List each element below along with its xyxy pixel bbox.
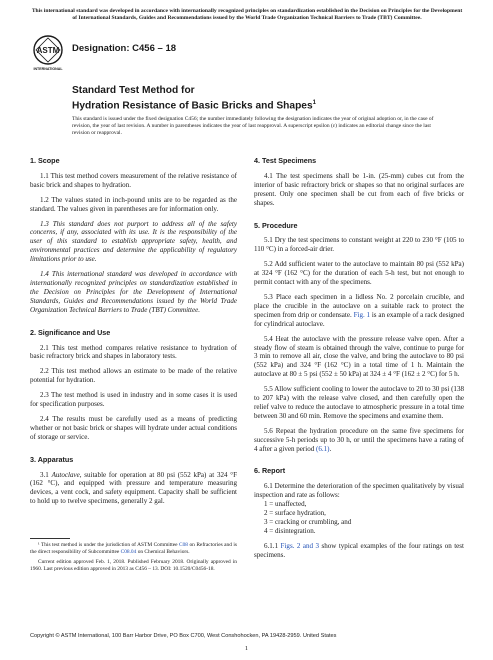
left-column	[30, 155, 237, 512]
astm-logo-icon	[30, 34, 66, 72]
paragraph-5-4: 5.4 Heat the autoclave with the pressure release valve open. After a steady flow of steam is obtained through the valve, continue to purge for 3 min to remove all air, close the valve, and bring the autoclave to 80 psi (552 kPa) and 324 °F (162 °C) in a total time of 1 h. Maintain the autoclave at 80 ± 5 psi (552 ± 50 kPa) at 324 ± 4 °F (162 ± 2 °C) for 5 h.	[254, 334, 464, 379]
paragraph-1-2: 1.2 The values stated in inch-pound units are to be regarded as the standard. The values given in parentheses are for information only.	[30, 195, 237, 213]
document-title	[72, 84, 316, 112]
paragraph-text: suitable for operation at 80 psi (552 kPa) at 324 °F (162 °C), and equipped with pressure and temperature measuring devices, a vent cock, and safety equipment. Capacity shall be sufficient to hold up to twelve specimens, generally 2 gal.	[30, 470, 238, 506]
rating-item: 2 = surface hydration,	[264, 509, 326, 518]
subcommittee-c08-04-link[interactable]: C08.04	[120, 548, 137, 555]
paragraph-1-4: 1.4 This international standard was developed in accordance with internationally recognized principles on standardization established in the Decision on Principles for the Development of International Standards, Guides and Recommendations issued by the World Trade Organization Technical Barriers to Trade (TBT) Committee.	[30, 270, 237, 314]
section-6-1-link[interactable]: (6.1)	[316, 444, 330, 453]
committee-c08-link[interactable]: C08	[179, 542, 189, 548]
paragraph-6-1-1	[254, 542, 464, 560]
issued-note: This standard is issued under the fixed designation C456; the number immediately following the designation indicates the year of original adoption or, in the case of revision, the year of last revision. A number in parentheses indicates the year of last reapproval. A superscript epsilon (ε) indicates an editorial change since the last revision or reapproval.	[72, 116, 434, 136]
page-number: 1	[244, 645, 249, 652]
paragraph-text: 5.3 Place each specimen in a lidless No. 2 porcelain crucible, and place the crucible in the autoclave on a suitable rack to protect the specimen from drip or condensate.	[254, 292, 464, 319]
paragraph-2-4: 2.4 The results must be carefully used as a means of predicting whether or not basic brick or shapes will hydrate under actual conditions of storage or service.	[30, 414, 237, 441]
paragraph-5-2: 5.2 Add sufficient water to the autoclave to maintain 80 psi (552 kPa) at 324 °F (162 °C) for the duration of each 5-h test, but not enough to permit contact with any of the specimens.	[254, 260, 464, 287]
paragraph-3-1	[30, 471, 237, 507]
title-main: Hydration Resistance of Basic Bricks and Shapes	[72, 100, 313, 112]
footnote-2: Current edition approved Feb. 1, 2018. Published February 2018. Originally approved in 1960. Last previous edition approved in 2013 as C456 – 13. DOI: 10.1520/C0456-18.	[30, 559, 237, 573]
svg-text:ASTM: ASTM	[36, 46, 60, 55]
paragraph-2-3: 2.3 The test method is used in industry and in some cases it is used for specification purposes.	[30, 391, 237, 409]
svg-text:INTERNATIONAL: INTERNATIONAL	[33, 67, 63, 71]
paragraph-number: 3.1	[40, 470, 49, 479]
paragraph-text: is an example of a rack designed for cylindrical autoclave.	[254, 310, 464, 328]
right-column	[254, 155, 464, 566]
title-line-2	[72, 97, 316, 112]
paragraph-text: 5.6 Repeat the hydration procedure on the same five specimens for successive 5-h periods up to 30 h, or until the specimens have a rating of 4 after a given period	[254, 426, 464, 453]
term-autoclave: Autoclave,	[51, 470, 82, 479]
footnote-divider	[30, 538, 70, 539]
paragraph-1-1: 1.1 This test method covers measurement of the relative resistance of basic brick and shapes to hydration.	[30, 171, 237, 189]
footnote-1	[30, 542, 237, 555]
rating-item: 4 = disintegration.	[264, 526, 316, 535]
paragraph-5-6	[254, 427, 464, 454]
paragraph-2-2: 2.2 This test method allows an estimate to be made of the relative potential for hydration.	[30, 367, 237, 385]
standard-notice: This international standard was developed in accordance with internationally recognized principles on standardization established in the Decision on Principles for the Development of International Standards, Guides and Recommendations issued by the World Trade Organization Technical Barriers to Trade (TBT) Committee.	[31, 8, 463, 21]
paragraph-5-1: 5.1 Dry the test specimens to constant weight at 220 to 230 °F (105 to 110 °C) in a forced-air drier.	[254, 236, 464, 254]
figures-2-3-link[interactable]: Figs. 2 and 3	[280, 541, 320, 550]
designation: Designation: C456 – 18	[72, 43, 177, 54]
rating-item: 1 = unaffected,	[264, 500, 307, 509]
section-heading-scope: 1. Scope	[30, 156, 60, 165]
paragraph-5-3	[254, 293, 464, 329]
section-heading-significance: 2. Significance and Use	[30, 327, 111, 337]
section-heading-report: 6. Report	[254, 466, 286, 476]
title-footnote-mark: 1	[312, 100, 316, 106]
rating-item: 3 = cracking or crumbling, and	[264, 518, 352, 526]
section-heading-procedure: 5. Procedure	[254, 220, 298, 230]
footnote-text: on Refractories and is the direct responsibility of Subcommittee	[30, 542, 237, 555]
paragraph-5-5: 5.5 Allow sufficient cooling to lower the autoclave to 20 to 30 psi (138 to 207 kPa) with the release valve closed, and then carefully open the relief valve to reduce the autoclave to atmospheric pressure in a total time between 30 and 60 min. Remove the specimens and examine them.	[254, 385, 464, 420]
section-heading-apparatus: 3. Apparatus	[30, 454, 74, 464]
paragraph-text: show typical examples of the four ratings on test specimens.	[254, 541, 464, 559]
paragraph-1-3: 1.3 This standard does not purport to address all of the safety concerns, if any, associated with its use. It is the responsibility of the user of this standard to establish appropriate safety, health, and environmental practices and determine the applicability of regulatory limitations prior to use.	[30, 219, 237, 264]
footnotes	[30, 542, 237, 577]
paragraph-6-1: 6.1 Determine the deterioration of the specimen qualitatively by visual inspection and rate as follows:	[254, 482, 464, 500]
title-line-1: Standard Test Method for	[72, 85, 195, 96]
paragraph-number: 6.1.1	[264, 541, 279, 550]
footnote-text: on Chemical Behaviors.	[137, 548, 190, 555]
footnote-text: ¹ This test method is under the jurisdiction of ASTM Committee	[38, 542, 178, 548]
paragraph-text: .	[329, 444, 332, 453]
section-heading-specimens: 4. Test Specimens	[254, 156, 317, 165]
figure-1-link[interactable]: Fig. 1	[353, 310, 371, 319]
copyright-line: Copyright © ASTM International, 100 Barr Harbor Drive, PO Box C700, West Conshohocken, PA 19428-2959. United States	[30, 633, 337, 639]
paragraph-2-1: 2.1 This test method compares relative resistance to hydration of basic refractory brick and shapes in laboratory tests.	[30, 343, 237, 361]
paragraph-4-1: 4.1 The test specimens shall be 1-in. (25-mm) cubes cut from the interior of basic refractory brick or shapes so that no original surfaces are present. Only one specimen shall be cut from each of five bricks or shapes.	[254, 171, 464, 207]
